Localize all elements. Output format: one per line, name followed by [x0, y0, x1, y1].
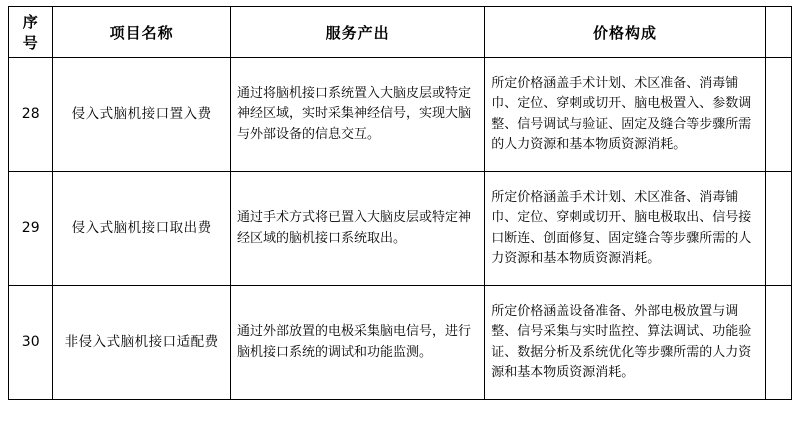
header-cell-tail	[765, 7, 791, 58]
table-row	[9, 58, 792, 172]
cell-serial-number: 30	[9, 286, 53, 400]
cell-service-output: 通过外部放置的电极采集脑电信号，进行脑机接口系统的调试和功能监测。	[230, 286, 484, 400]
cell-tail	[765, 58, 791, 172]
cell-tail	[765, 172, 791, 286]
cell-item-name: 非侵入式脑机接口适配费	[53, 286, 231, 400]
cell-serial-number: 28	[9, 58, 53, 172]
header-cell-name: 项目名称	[53, 7, 231, 58]
table-header-row	[9, 7, 792, 58]
header-cell-output: 服务产出	[230, 7, 484, 58]
cell-service-output: 通过将脑机接口系统置入大脑皮层或特定神经区域，实时采集神经信号，实现大脑与外部设备的信息交互。	[230, 58, 484, 172]
cell-item-name: 侵入式脑机接口取出费	[53, 172, 231, 286]
cell-tail	[765, 286, 791, 400]
cell-price-composition: 所定价格涵盖设备准备、外部电极放置与调整、信号采集与实时监控、算法调试、功能验证、数据分析及系统优化等步骤所需的人力资源和基本物质资源消耗。	[485, 286, 766, 400]
header-cell-no: 序号	[9, 7, 53, 58]
document-page	[0, 6, 800, 427]
table-row	[9, 172, 792, 286]
cell-price-composition: 所定价格涵盖手术计划、术区准备、消毒铺巾、定位、穿刺或切开、脑电极置入、参数调整、信号调试与验证、固定及缝合等步骤所需的人力资源和基本物质资源消耗。	[485, 58, 766, 172]
table-body	[9, 58, 792, 400]
cell-price-composition: 所定价格涵盖手术计划、术区准备、消毒铺巾、定位、穿刺或切开、脑电极取出、信号接口断连、创面修复、固定缝合等步骤所需的人力资源和基本物质资源消耗。	[485, 172, 766, 286]
price-item-table	[8, 6, 792, 400]
cell-service-output: 通过手术方式将已置入大脑皮层或特定神经区域的脑机接口系统取出。	[230, 172, 484, 286]
cell-item-name: 侵入式脑机接口置入费	[53, 58, 231, 172]
header-cell-price: 价格构成	[485, 7, 766, 58]
table-row	[9, 286, 792, 400]
cell-serial-number: 29	[9, 172, 53, 286]
table-header	[9, 7, 792, 58]
